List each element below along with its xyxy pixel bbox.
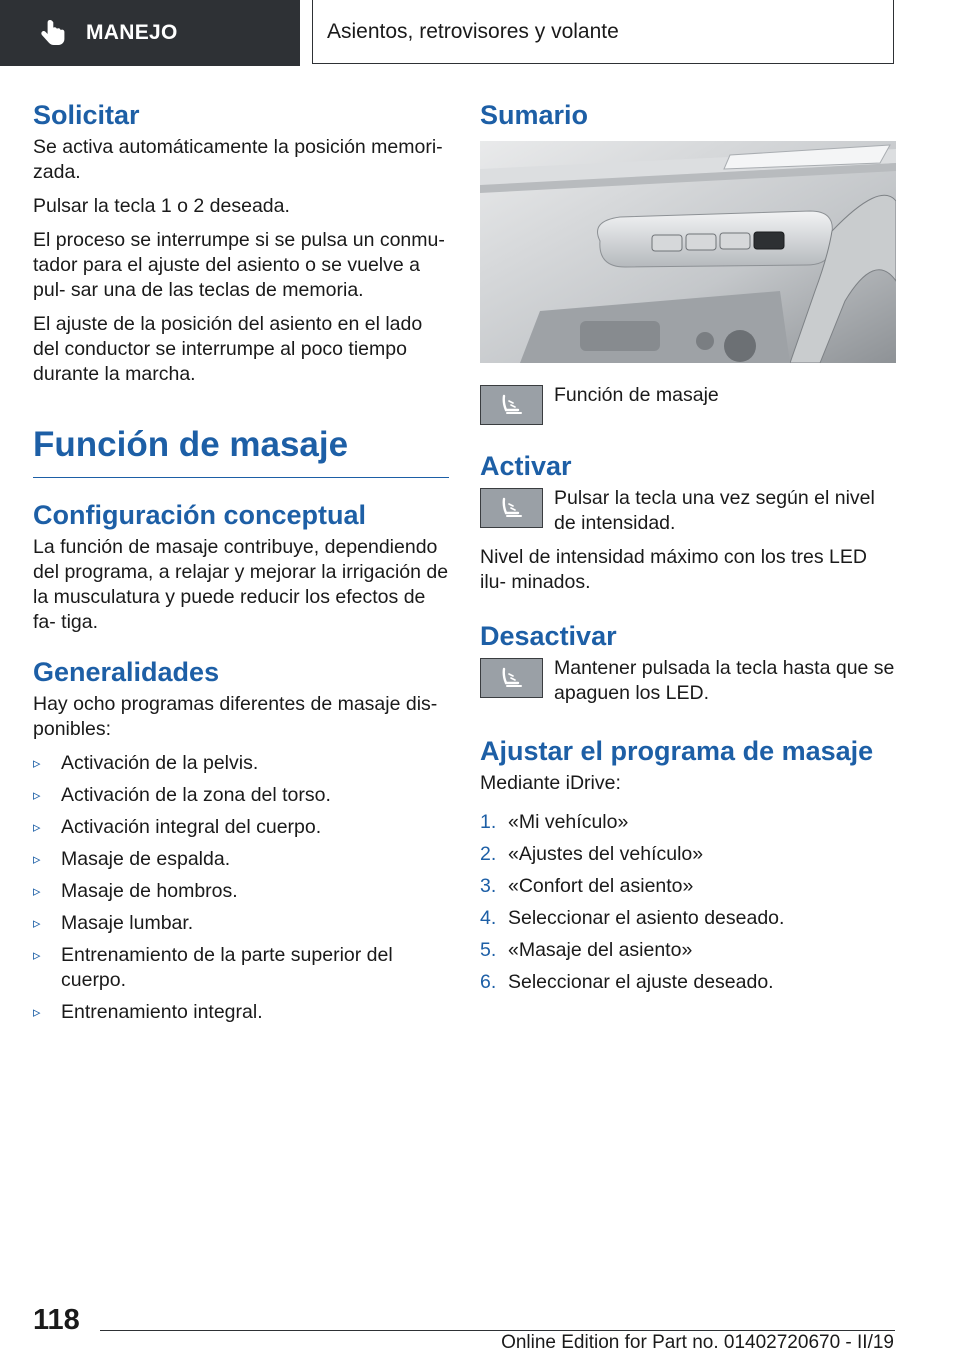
page-footer bbox=[0, 1290, 960, 1362]
bullet-icon: ▹ bbox=[33, 883, 41, 901]
left-column bbox=[33, 100, 449, 1032]
activar-instruction: Pulsar la tecla una vez según el nivel de intensidad. bbox=[554, 487, 875, 535]
hand-pointer-icon bbox=[38, 17, 70, 49]
concept-heading: Configuración conceptual bbox=[33, 500, 367, 531]
steps-list bbox=[480, 810, 896, 995]
massage-seat-icon bbox=[480, 385, 543, 425]
right-column bbox=[480, 100, 896, 1002]
list-item: 6. Seleccionar el ajuste deseado. bbox=[480, 971, 774, 994]
general-heading: Generalidades bbox=[33, 657, 220, 688]
general-paragraph: Hay ocho programas diferentes de masaje dis‐ ponibles: bbox=[33, 693, 438, 741]
list-item: 2. «Ajustes del vehículo» bbox=[480, 843, 704, 866]
list-item: 4. Seleccionar el asiento deseado. bbox=[480, 907, 785, 930]
concept-paragraph: La función de masaje contribuye, dependiendo del programa, a relajar y mejorar la irrigación de la musculatura y puede reducir los efectos de fa‐ tiga. bbox=[33, 536, 449, 634]
icon-row bbox=[480, 486, 896, 536]
bullet-icon: ▹ bbox=[33, 755, 41, 773]
ajustar-intro: Mediante iDrive: bbox=[480, 772, 621, 795]
chapter-tab bbox=[312, 0, 894, 64]
activar-heading: Activar bbox=[480, 451, 572, 482]
massage-seat-icon bbox=[480, 488, 543, 528]
solicitar-paragraph: Pulsar la tecla 1 o 2 deseada. bbox=[33, 195, 290, 218]
list-item: ▹ Activación de la pelvis. bbox=[33, 752, 259, 775]
bullet-icon: ▹ bbox=[33, 915, 41, 933]
solicitar-paragraph: El proceso se interrumpe si se pulsa un conmu‐ tador para el ajuste del asiento o se vuelve a pul‐ sar una de las teclas de memoria. bbox=[33, 229, 445, 302]
list-item: ▹ Masaje lumbar. bbox=[33, 912, 194, 935]
ajustar-heading: Ajustar el programa de masaje bbox=[480, 736, 874, 767]
solicitar-heading: Solicitar bbox=[33, 100, 140, 130]
list-item: 1. «Mi vehículo» bbox=[480, 811, 629, 834]
icon-row bbox=[480, 383, 896, 425]
program-list bbox=[33, 751, 449, 1025]
edition-text: Online Edition for Part no. 01402720670 - II/19 bbox=[501, 1332, 894, 1353]
sumario-heading: Sumario bbox=[480, 100, 589, 130]
icon-caption: Función de masaje bbox=[554, 384, 719, 407]
list-item: ▹ Masaje de espalda. bbox=[33, 848, 231, 871]
chapter-label: Asientos, retrovisores y volante bbox=[327, 19, 619, 43]
list-item: ▹ Activación de la zona del torso. bbox=[33, 784, 331, 807]
page-number: 118 bbox=[33, 1304, 80, 1336]
footer-divider bbox=[100, 1330, 895, 1331]
massage-seat-icon bbox=[480, 658, 543, 698]
page-header bbox=[0, 0, 960, 66]
list-item: 3. «Confort del asiento» bbox=[480, 875, 694, 898]
section-label: MANEJO bbox=[86, 21, 178, 44]
chapter-heading: Función de masaje bbox=[33, 425, 449, 478]
desactivar-heading: Desactivar bbox=[480, 621, 617, 652]
solicitar-paragraph: El ajuste de la posición del asiento en el lado del conductor se interrumpe al poco tiempo durante la marcha. bbox=[33, 313, 423, 386]
list-item: ▹ Entrenamiento integral. bbox=[33, 1001, 263, 1024]
bullet-icon: ▹ bbox=[33, 787, 41, 805]
activar-paragraph: Nivel de intensidad máximo con los tres LED ilu‐ minados. bbox=[480, 546, 867, 594]
bullet-icon: ▹ bbox=[33, 947, 41, 965]
desactivar-instruction: Mantener pulsada la tecla hasta que se apaguen los LED. bbox=[554, 657, 895, 705]
list-item: ▹ Masaje de hombros. bbox=[33, 880, 238, 903]
bullet-icon: ▹ bbox=[33, 819, 41, 837]
bullet-icon: ▹ bbox=[33, 1004, 41, 1022]
list-item: ▹ Entrenamiento de la parte superior del cuerpo. bbox=[33, 944, 393, 992]
section-tab bbox=[0, 0, 300, 66]
bullet-icon: ▹ bbox=[33, 851, 41, 869]
list-item: ▹ Activación integral del cuerpo. bbox=[33, 816, 322, 839]
list-item: 5. «Masaje del asiento» bbox=[480, 939, 693, 962]
door-panel-photo bbox=[480, 141, 896, 363]
solicitar-paragraph: Se activa automáticamente la posición memori‐ zada. bbox=[33, 136, 443, 184]
icon-row bbox=[480, 656, 896, 706]
